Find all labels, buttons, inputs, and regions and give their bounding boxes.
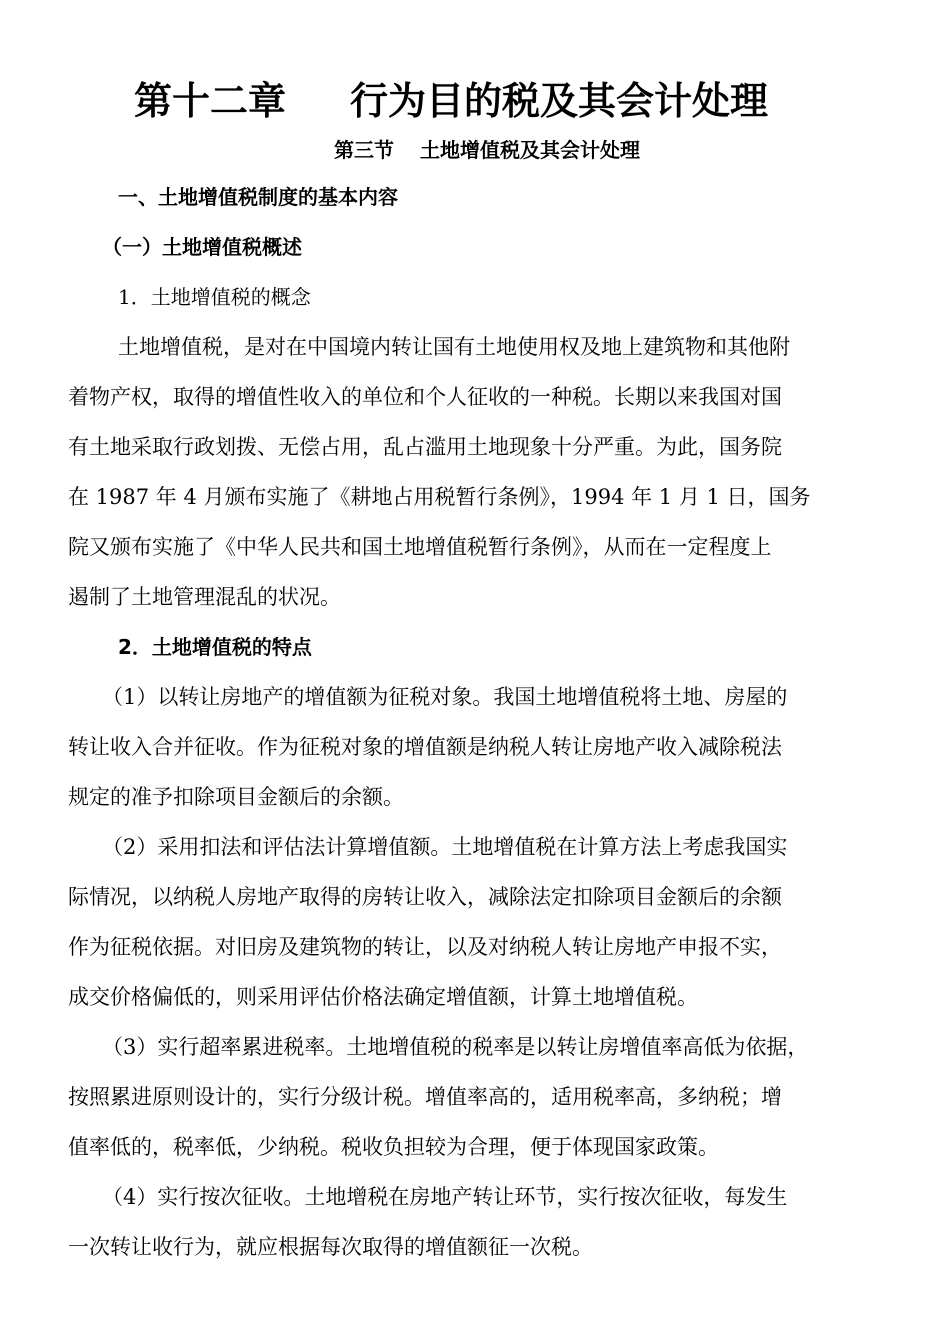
paragraph-line: 遏制了土地管理混乱的状况。 [68, 585, 341, 609]
heading-overview: （一）土地增值税概述 [102, 235, 302, 259]
paragraph-line: 院又颁布实施了《中华人民共和国土地增值税暂行条例》，从而在一定程度上 [68, 535, 772, 559]
section-name: 土地增值税及其会计处理 [420, 138, 640, 162]
paragraph-line: 际情况，以纳税人房地产取得的房转让收入，减除法定扣除项目金额后的余额 [68, 885, 782, 909]
paragraph-line: 转让收入合并征收。作为征税对象的增值额是纳税人转让房地产收入减除税法 [68, 735, 782, 759]
paragraph-line: 着物产权，取得的增值性收入的单位和个人征收的一种税。长期以来我国对国 [68, 385, 782, 409]
paragraph-line: （2）采用扣法和评估法计算增值额。土地增值税在计算方法上考虑我国实 [102, 835, 788, 859]
paragraph-line: （1）以转让房地产的增值额为征税对象。我国土地增值税将土地、房屋的 [102, 685, 788, 709]
paragraph-line: （4）实行按次征收。土地增税在房地产转让环节，实行按次征收，每发生 [102, 1185, 788, 1209]
feature-item-1 [68, 672, 882, 822]
paragraph-line: 成交价格偏低的，则采用评估价格法确定增值额，计算土地增值税。 [68, 985, 698, 1009]
section-number: 第三节 [334, 138, 394, 162]
paragraph-line: 在 1987 年 4 月颁布实施了《耕地占用税暂行条例》，1994 年 1 月 1 日，国务 [68, 485, 811, 509]
paragraph-line: （3）实行超率累进税率。土地增值税的税率是以转让房增值率高低为依据， [102, 1035, 809, 1059]
document-page [68, 72, 882, 1272]
chapter-title [68, 72, 882, 130]
paragraph-line: 值率低的，税率低，少纳税。税收负担较为合理，便于体现国家政策。 [68, 1135, 719, 1159]
subheading-features: 2．土地增值税的特点 [118, 635, 312, 659]
paragraph-line: 规定的准予扣除项目金额后的余额。 [68, 785, 404, 809]
subheading-concept: 1．土地增值税的概念 [118, 285, 311, 309]
paragraph-line: 土地增值税，是对在中国境内转让国有土地使用权及地上建筑物和其他附 [118, 335, 790, 359]
paragraph-concept [68, 322, 882, 622]
section-title [68, 130, 882, 170]
paragraph-line: 有土地采取行政划拨、无偿占用，乱占滥用土地现象十分严重。为此，国务院 [68, 435, 782, 459]
paragraph-line: 作为征税依据。对旧房及建筑物的转让，以及对纳税人转让房地产申报不实， [68, 935, 782, 959]
heading-basic-content: 一、土地增值税制度的基本内容 [118, 185, 398, 209]
chapter-name: 行为目的税及其会计处理 [350, 79, 769, 123]
feature-item-3 [68, 1022, 882, 1172]
feature-item-2 [68, 822, 882, 1022]
paragraph-line: 一次转让收行为，就应根据每次取得的增值额征一次税。 [68, 1235, 593, 1259]
chapter-number: 第十二章 [134, 79, 287, 123]
paragraph-line: 按照累进原则设计的，实行分级计税。增值率高的，适用税率高，多纳税；增 [68, 1085, 782, 1109]
feature-item-4 [68, 1172, 882, 1272]
